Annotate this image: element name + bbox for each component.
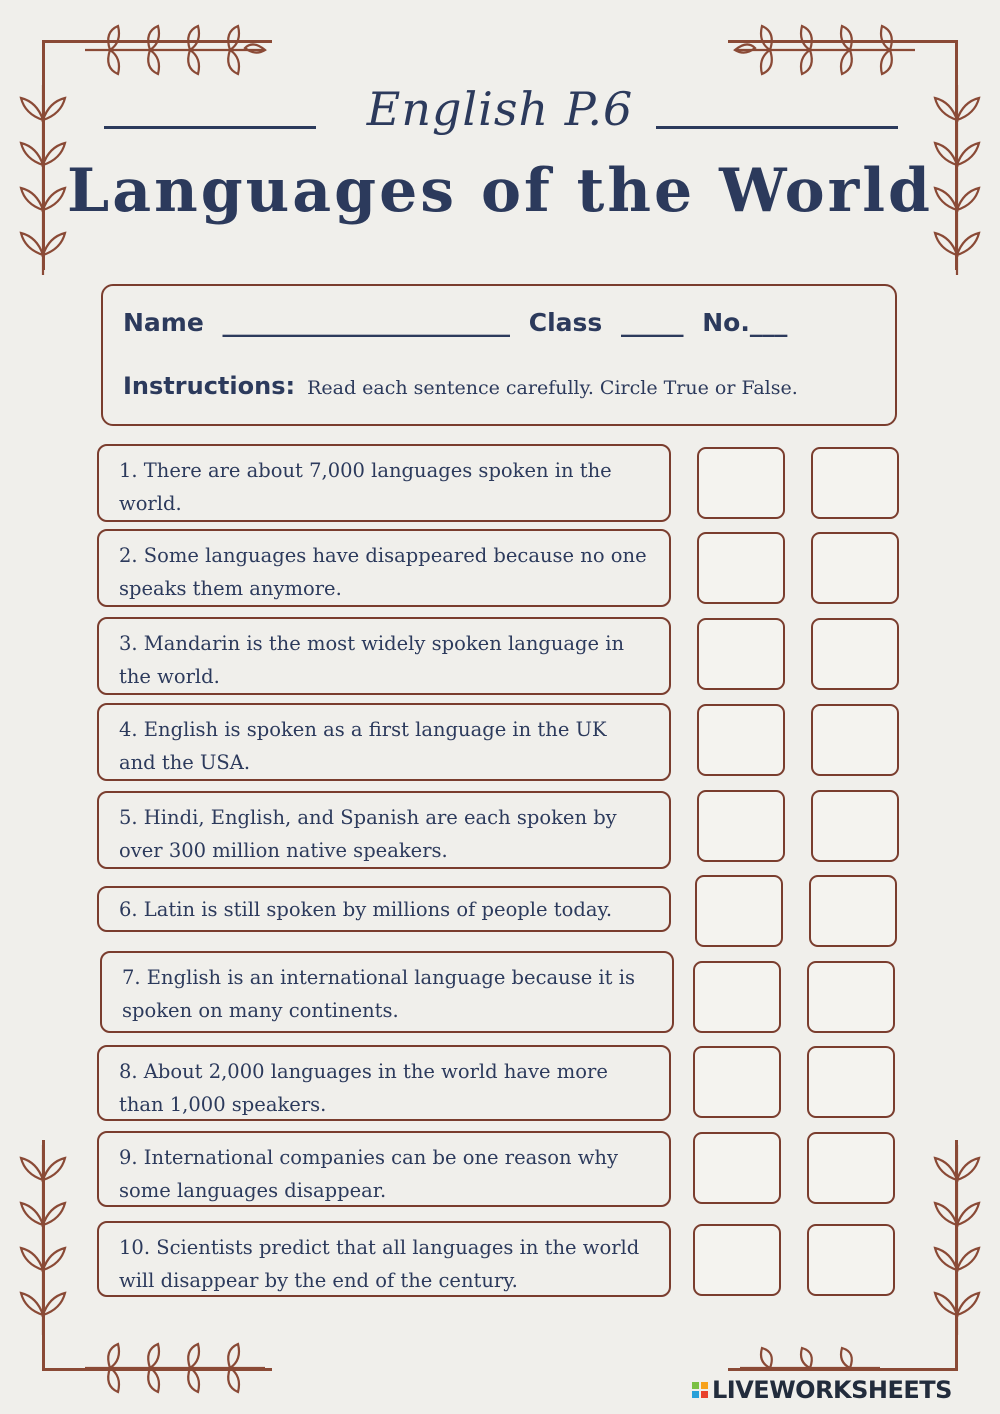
branch-top-left-horizontal-icon	[80, 18, 270, 78]
answer-false-4[interactable]	[811, 704, 899, 776]
answer-true-10[interactable]	[693, 1224, 781, 1296]
question-10: 10. Scientists predict that all languages in the world will disappear by the end of the century.	[97, 1221, 671, 1297]
answer-true-9[interactable]	[693, 1132, 781, 1204]
branch-top-right-horizontal-icon	[730, 18, 920, 78]
answer-false-9[interactable]	[807, 1132, 895, 1204]
question-7: 7. English is an international language because it is spoken on many continents.	[100, 951, 674, 1033]
instructions-text: Read each sentence carefully. Circle True or False.	[307, 377, 798, 399]
no-blank[interactable]: ___	[749, 308, 788, 337]
branch-bottom-left-vertical-icon	[18, 1140, 68, 1340]
question-1: 1. There are about 7,000 languages spoken in the world.	[97, 444, 671, 522]
answer-false-10[interactable]	[807, 1224, 895, 1296]
question-9: 9. International companies can be one reason why some languages disappear.	[97, 1131, 671, 1207]
answer-false-1[interactable]	[811, 447, 899, 519]
question-3: 3. Mandarin is the most widely spoken language in the world.	[97, 617, 671, 695]
instructions	[123, 372, 798, 400]
question-8: 8. About 2,000 languages in the world have more than 1,000 speakers.	[97, 1045, 671, 1121]
page-title: Languages of the World	[67, 156, 933, 226]
question-6: 6. Latin is still spoken by millions of people today.	[97, 886, 671, 932]
answer-true-3[interactable]	[697, 618, 785, 690]
answer-true-7[interactable]	[693, 961, 781, 1033]
answer-true-5[interactable]	[697, 790, 785, 862]
name-class-line	[123, 308, 797, 337]
answer-false-7[interactable]	[807, 961, 895, 1033]
answer-false-3[interactable]	[811, 618, 899, 690]
class-label: Class	[528, 308, 603, 337]
question-4: 4. English is spoken as a first language in the UK and the USA.	[97, 703, 671, 781]
branch-bottom-right-vertical-icon	[932, 1140, 982, 1340]
no-label: No.	[702, 308, 750, 337]
branch-bottom-left-horizontal-icon	[80, 1336, 270, 1396]
liveworksheets-mark-icon	[692, 1382, 708, 1398]
liveworksheets-logo	[692, 1376, 952, 1404]
name-label: Name	[123, 308, 204, 337]
name-blank[interactable]: _______________________	[222, 308, 511, 337]
info-box	[101, 284, 897, 426]
answer-true-6[interactable]	[695, 875, 783, 947]
subtitle: English P.6	[366, 82, 634, 136]
liveworksheets-wordmark: LIVEWORKSHEETS	[712, 1376, 952, 1404]
answer-false-5[interactable]	[811, 790, 899, 862]
answer-false-8[interactable]	[807, 1046, 895, 1118]
answer-true-8[interactable]	[693, 1046, 781, 1118]
answer-false-6[interactable]	[809, 875, 897, 947]
class-blank[interactable]: _____	[621, 308, 684, 337]
instructions-label: Instructions:	[123, 372, 296, 400]
answer-true-1[interactable]	[697, 447, 785, 519]
answer-true-2[interactable]	[697, 532, 785, 604]
answer-true-4[interactable]	[697, 704, 785, 776]
answer-false-2[interactable]	[811, 532, 899, 604]
question-5: 5. Hindi, English, and Spanish are each spoken by over 300 million native speakers.	[97, 791, 671, 869]
question-2: 2. Some languages have disappeared because no one speaks them anymore.	[97, 529, 671, 607]
